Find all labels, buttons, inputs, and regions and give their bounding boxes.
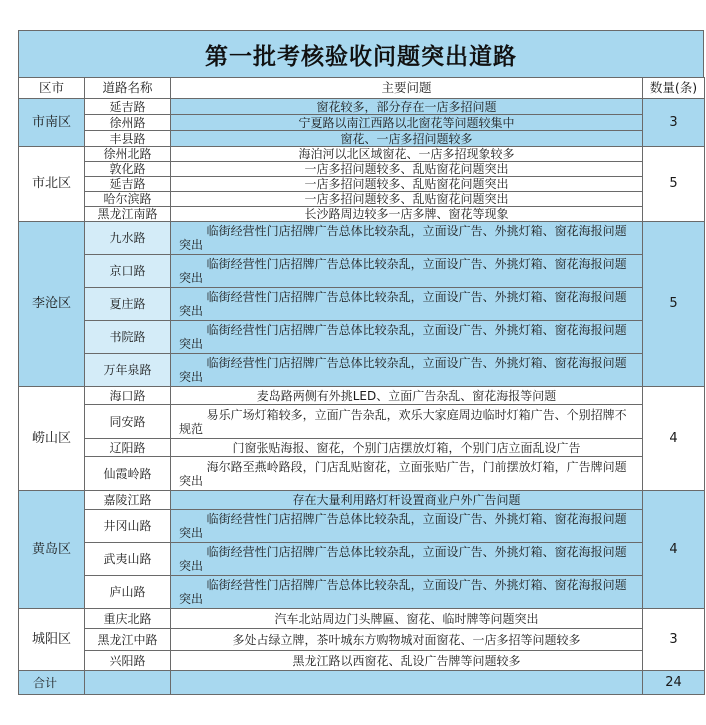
issue-text: 临街经营性门店招牌广告总体比较杂乱，立面设广告、外挑灯箱、窗花海报问题突出 bbox=[179, 512, 627, 540]
issue-cell: 窗花、一店多招问题较多 bbox=[171, 131, 643, 147]
district-cell: 黄岛区 bbox=[19, 491, 85, 609]
total-row bbox=[19, 671, 705, 695]
header-row bbox=[19, 78, 705, 99]
road-name-cell: 延吉路 bbox=[85, 99, 171, 115]
table-row bbox=[19, 543, 705, 576]
header-issue: 主要问题 bbox=[171, 78, 643, 99]
issue-cell: 一店多招问题较多、乱贴窗花问题突出 bbox=[171, 162, 643, 177]
table-row bbox=[19, 131, 705, 147]
issue-cell bbox=[171, 255, 643, 288]
issue-cell: 一店多招问题较多、乱贴窗花问题突出 bbox=[171, 177, 643, 192]
issue-cell bbox=[171, 354, 643, 387]
table-row bbox=[19, 405, 705, 439]
road-name-cell: 京口路 bbox=[85, 255, 171, 288]
issue-text: 临街经营性门店招牌广告总体比较杂乱，立面设广告、外挑灯箱、窗花海报问题突出 bbox=[179, 224, 627, 252]
header-road: 道路名称 bbox=[85, 78, 171, 99]
issue-cell: 一店多招问题较多、乱贴窗花问题突出 bbox=[171, 192, 643, 207]
table-row bbox=[19, 457, 705, 491]
issue-cell bbox=[171, 510, 643, 543]
total-label: 合计 bbox=[19, 671, 85, 695]
table-row bbox=[19, 321, 705, 354]
issue-cell: 存在大量利用路灯杆设置商业户外广告问题 bbox=[171, 491, 643, 510]
spreadsheet bbox=[18, 30, 704, 695]
road-name-cell: 延吉路 bbox=[85, 177, 171, 192]
district-cell: 市北区 bbox=[19, 147, 85, 222]
header-district: 区市 bbox=[19, 78, 85, 99]
issue-cell: 宁夏路以南江西路以北窗花等问题较集中 bbox=[171, 115, 643, 131]
count-cell: 4 bbox=[643, 491, 705, 609]
issue-text: 临街经营性门店招牌广告总体比较杂乱，立面设广告、外挑灯箱、窗花海报问题突出 bbox=[179, 257, 627, 285]
road-name-cell: 徐州北路 bbox=[85, 147, 171, 162]
road-name-cell: 嘉陵江路 bbox=[85, 491, 171, 510]
issue-cell: 麦岛路两侧有外挑LED、立面广告杂乱、窗花海报等问题 bbox=[171, 387, 643, 405]
table-row bbox=[19, 629, 705, 651]
road-name-cell: 丰县路 bbox=[85, 131, 171, 147]
count-cell: 3 bbox=[643, 609, 705, 671]
table-row bbox=[19, 387, 705, 405]
table-row bbox=[19, 491, 705, 510]
road-name-cell: 黑龙江南路 bbox=[85, 207, 171, 222]
total-road-empty bbox=[85, 671, 171, 695]
table-row bbox=[19, 576, 705, 609]
table-row bbox=[19, 354, 705, 387]
issue-text: 临街经营性门店招牌广告总体比较杂乱，立面设广告、外挑灯箱、窗花海报问题突出 bbox=[179, 356, 627, 384]
table-row bbox=[19, 510, 705, 543]
table-row bbox=[19, 115, 705, 131]
issue-cell: 海泊河以北区域窗花、一店多招现象较多 bbox=[171, 147, 643, 162]
district-cell: 李沧区 bbox=[19, 222, 85, 387]
district-cell: 崂山区 bbox=[19, 387, 85, 491]
issue-text: 海尔路至燕岭路段，门店乱贴窗花，立面张贴广告，门前摆放灯箱，广告牌问题突出 bbox=[179, 459, 627, 488]
table-row bbox=[19, 207, 705, 222]
road-name-cell: 同安路 bbox=[85, 405, 171, 439]
road-name-cell: 敦化路 bbox=[85, 162, 171, 177]
road-name-cell: 兴阳路 bbox=[85, 651, 171, 671]
issue-cell bbox=[171, 288, 643, 321]
issue-cell: 黑龙江路以西窗花、乱设广告牌等问题较多 bbox=[171, 651, 643, 671]
table-row bbox=[19, 439, 705, 457]
issue-cell: 汽车北站周边门头牌匾、窗花、临时牌等问题突出 bbox=[171, 609, 643, 629]
count-cell: 3 bbox=[643, 99, 705, 147]
table-row bbox=[19, 192, 705, 207]
issue-cell bbox=[171, 543, 643, 576]
table-row bbox=[19, 288, 705, 321]
table-row bbox=[19, 147, 705, 162]
issue-text: 临街经营性门店招牌广告总体比较杂乱，立面设广告、外挑灯箱、窗花海报问题突出 bbox=[179, 578, 627, 606]
road-name-cell: 哈尔滨路 bbox=[85, 192, 171, 207]
road-name-cell: 井冈山路 bbox=[85, 510, 171, 543]
table-row bbox=[19, 177, 705, 192]
header-count: 数量(条) bbox=[643, 78, 705, 99]
issue-text: 临街经营性门店招牌广告总体比较杂乱，立面设广告、外挑灯箱、窗花海报问题突出 bbox=[179, 290, 627, 318]
road-name-cell: 庐山路 bbox=[85, 576, 171, 609]
road-name-cell: 徐州路 bbox=[85, 115, 171, 131]
table-row bbox=[19, 222, 705, 255]
page-title: 第一批考核验收问题突出道路 bbox=[18, 30, 704, 77]
issue-cell bbox=[171, 321, 643, 354]
table-row bbox=[19, 99, 705, 115]
road-name-cell: 黑龙江中路 bbox=[85, 629, 171, 651]
issue-text: 临街经营性门店招牌广告总体比较杂乱，立面设广告、外挑灯箱、窗花海报问题突出 bbox=[179, 323, 627, 351]
road-name-cell: 辽阳路 bbox=[85, 439, 171, 457]
road-name-cell: 万年泉路 bbox=[85, 354, 171, 387]
road-name-cell: 重庆北路 bbox=[85, 609, 171, 629]
issue-text: 易乐广场灯箱较多，立面广告杂乱，欢乐大家庭周边临时灯箱广告、个别招牌不规范 bbox=[179, 407, 627, 436]
issue-cell: 门窗张贴海报、窗花，个别门店摆放灯箱，个别门店立面乱设广告 bbox=[171, 439, 643, 457]
table-row bbox=[19, 162, 705, 177]
count-cell: 5 bbox=[643, 222, 705, 387]
road-name-cell: 书院路 bbox=[85, 321, 171, 354]
issue-cell bbox=[171, 457, 643, 491]
issue-cell bbox=[171, 222, 643, 255]
table-row bbox=[19, 651, 705, 671]
road-name-cell: 夏庄路 bbox=[85, 288, 171, 321]
road-name-cell: 仙霞岭路 bbox=[85, 457, 171, 491]
issue-text: 临街经营性门店招牌广告总体比较杂乱，立面设广告、外挑灯箱、窗花海报问题突出 bbox=[179, 545, 627, 573]
road-name-cell: 武夷山路 bbox=[85, 543, 171, 576]
count-cell: 5 bbox=[643, 147, 705, 222]
issue-cell: 多处占绿立牌，茶叶城东方购物城对面窗花、一店多招等问题较多 bbox=[171, 629, 643, 651]
total-issue-empty bbox=[171, 671, 643, 695]
issue-cell bbox=[171, 576, 643, 609]
district-cell: 城阳区 bbox=[19, 609, 85, 671]
road-name-cell: 海口路 bbox=[85, 387, 171, 405]
district-cell: 市南区 bbox=[19, 99, 85, 147]
total-count: 24 bbox=[643, 671, 705, 695]
road-name-cell: 九水路 bbox=[85, 222, 171, 255]
table-row bbox=[19, 609, 705, 629]
count-cell: 4 bbox=[643, 387, 705, 491]
roads-table bbox=[18, 77, 705, 695]
issue-cell: 窗花较多，部分存在一店多招问题 bbox=[171, 99, 643, 115]
table-row bbox=[19, 255, 705, 288]
issue-cell bbox=[171, 405, 643, 439]
issue-cell: 长沙路周边较多一店多牌、窗花等现象 bbox=[171, 207, 643, 222]
